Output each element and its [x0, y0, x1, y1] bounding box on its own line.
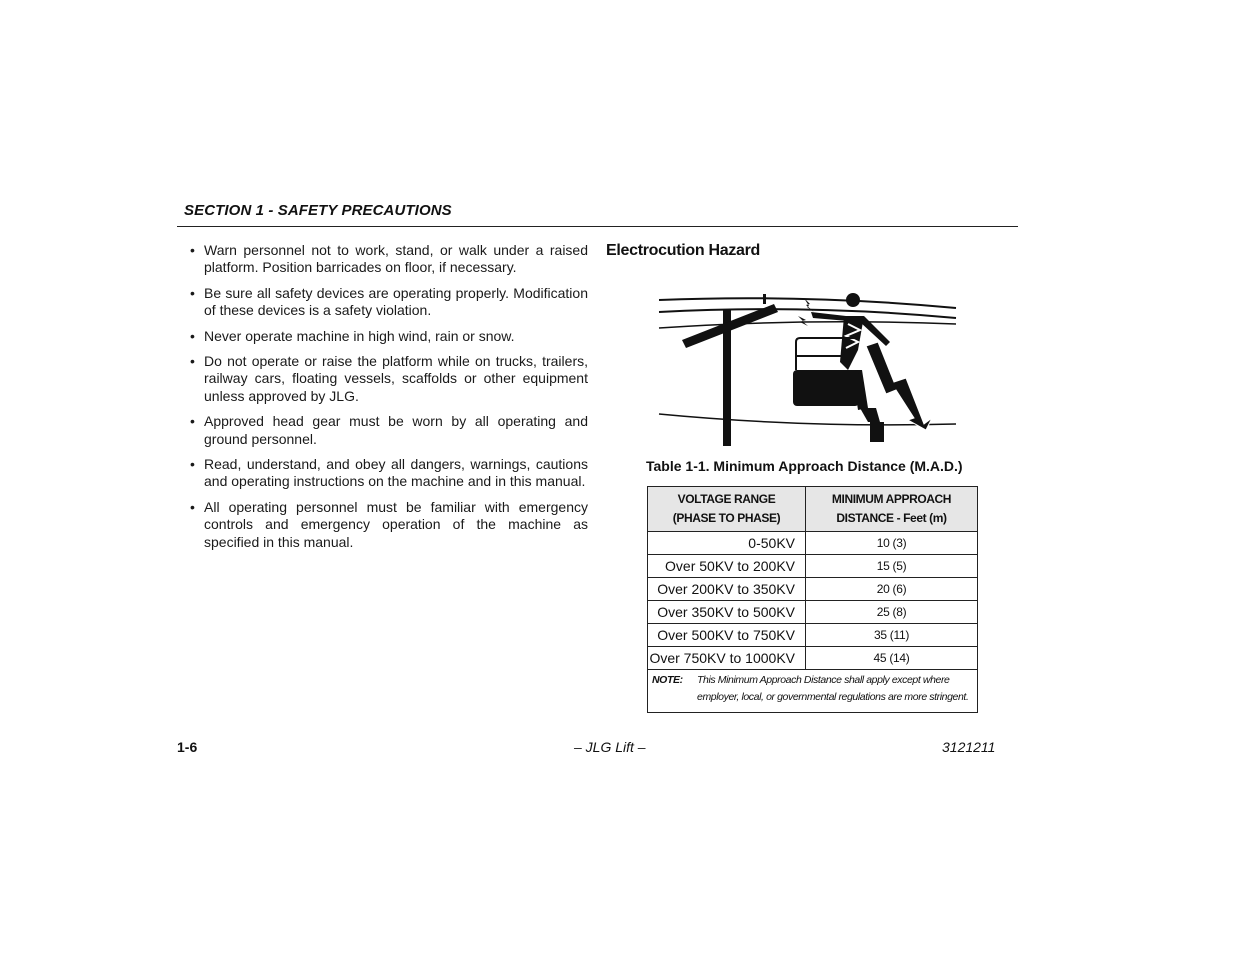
bullet-text: Warn personnel not to work, stand, or walk under a raised platform. Position barricades on floor, if necessary. — [204, 242, 588, 276]
distance-cell: 15 (5) — [806, 555, 978, 578]
voltage-cell: Over 500KV to 750KV — [648, 624, 806, 647]
distance-cell: 35 (11) — [806, 624, 978, 647]
bullet-glyph: • — [190, 284, 195, 301]
bullet-glyph: • — [190, 413, 195, 430]
header-minimum-distance — [806, 487, 978, 532]
bullet-glyph: • — [190, 242, 195, 258]
bullet-item — [190, 353, 588, 405]
section-title: SECTION 1 - SAFETY PRECAUTIONS — [184, 202, 452, 219]
table-row — [648, 601, 978, 624]
bullet-glyph: • — [190, 327, 195, 344]
voltage-cell: Over 50KV to 200KV — [648, 555, 806, 578]
bullet-text: Be sure all safety devices are operating properly. Modification of these devices is a safety violation. — [204, 284, 588, 319]
bullet-item — [190, 242, 588, 277]
worker-leg — [860, 408, 880, 422]
table-note-row — [648, 670, 978, 713]
table-row — [648, 647, 978, 670]
voltage-cell: Over 750KV to 1000KV — [648, 647, 806, 670]
table-caption: Table 1-1. Minimum Approach Distance (M.A.D.) — [646, 458, 963, 474]
worker-arm — [860, 316, 890, 346]
header-voltage-range-line2: (PHASE TO PHASE) — [672, 511, 781, 525]
table-row — [648, 532, 978, 555]
bullet-text: Read, understand, and obey all dangers, warnings, cautions and operating instructions on the machine and in this manual. — [204, 456, 588, 490]
electrocution-hazard-illustration — [656, 290, 960, 446]
spark-icon — [798, 316, 808, 326]
worker-arm — [811, 312, 848, 321]
header-voltage-range-line1: VOLTAGE RANGE — [677, 492, 776, 506]
voltage-cell: Over 350KV to 500KV — [648, 601, 806, 624]
page-number: 1-6 — [177, 739, 198, 755]
table-note-cell — [648, 670, 978, 713]
note-text: This Minimum Approach Distance shall apply except where employer, local, or governmental regulations are more stringent. — [697, 674, 969, 703]
bullet-item — [190, 328, 588, 345]
distance-cell: 45 (14) — [806, 647, 978, 670]
safety-bullet-list — [190, 242, 588, 559]
electrocution-hazard-heading: Electrocution Hazard — [606, 242, 761, 259]
bullet-text: Approved head gear must be worn by all operating and ground personnel. — [204, 413, 588, 447]
note-label: NOTE: — [652, 674, 683, 686]
bullet-text: Never operate machine in high wind, rain or snow. — [204, 327, 515, 344]
power-line — [659, 309, 956, 318]
voltage-cell: 0-50KV — [648, 532, 806, 555]
platform-basket — [793, 370, 859, 406]
document-number: 3121211 — [942, 739, 996, 755]
distance-cell: 10 (3) — [806, 532, 978, 555]
table-row — [648, 555, 978, 578]
pole-insulator — [763, 294, 766, 304]
distance-cell: 25 (8) — [806, 601, 978, 624]
bullet-glyph: • — [190, 353, 195, 370]
bullet-glyph: • — [190, 456, 195, 473]
table-row — [648, 578, 978, 601]
minimum-approach-distance-table — [647, 486, 978, 713]
voltage-cell: Over 200KV to 350KV — [648, 578, 806, 601]
table-header-row — [648, 487, 978, 532]
bullet-item — [190, 456, 588, 491]
bullet-text: All operating personnel must be familiar with emergency controls and emergency operation of the machine as specified in this manual. — [204, 498, 588, 550]
header-voltage-range — [648, 487, 806, 532]
worker-foot — [870, 422, 884, 442]
power-line — [659, 322, 956, 328]
bullet-glyph: • — [190, 498, 195, 515]
footer-publisher: – JLG Lift – — [574, 739, 646, 755]
bullet-item — [190, 413, 588, 448]
distance-cell: 20 (6) — [806, 578, 978, 601]
bullet-item — [190, 499, 588, 551]
table-row — [648, 624, 978, 647]
worker-head — [846, 293, 860, 307]
bullet-text: Do not operate or raise the platform while on trucks, trailers, railway cars, floating vessels, scaffolds or other equipment unless approved by JLG. — [204, 353, 588, 404]
bullet-item — [190, 285, 588, 320]
header-rule — [177, 226, 1018, 227]
header-minimum-distance-line2: DISTANCE - Feet (m) — [836, 511, 947, 525]
header-minimum-distance-line1: MINIMUM APPROACH — [831, 492, 952, 506]
worker-torso — [840, 316, 864, 370]
